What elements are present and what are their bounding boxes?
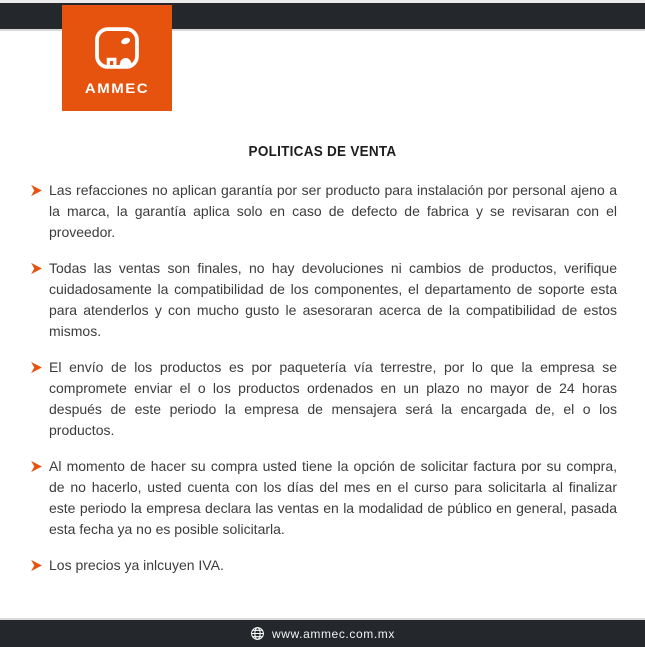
policy-item [30,180,617,243]
policy-item [30,357,617,441]
policy-item [30,258,617,342]
policy-item [30,456,617,540]
footer-bar [0,618,645,647]
arrow-right-icon [30,555,49,572]
brand-name: AMMEC [84,80,150,97]
page-title: POLITICAS DE VENTA [248,143,397,160]
policy-text: Los precios ya inlcuyen IVA. [49,557,224,573]
elephant-icon [89,21,145,75]
brand-logo [62,5,172,111]
policy-text: Al momento de hacer su compra usted tiene la opción de solicitar factura por su compra, de no hacerlo, usted cuenta con los días del mes en el curso para solicitarla al finalizar este periodo la empresa declara las ventas en la modalidad de público en general, pasada esta fecha ya no es posible solicitarla. [49,458,617,537]
policy-text: El envío de los productos es por paquetería vía terrestre, por lo que la empresa se compromete enviar el o los productos ordenados en un plazo no mayor de 24 horas después de este periodo la empresa de mensajera será la encargada de, el o los productos. [49,359,617,438]
policy-text: Las refacciones no aplican garantía por ser producto para instalación por personal ajeno a la marca, la garantía aplica solo en caso de defecto de fabrica y se revisaran con el proveedor. [49,182,617,240]
arrow-right-icon [30,456,49,473]
arrow-right-icon [30,357,49,374]
policy-item [30,555,617,576]
arrow-right-icon [30,180,49,197]
globe-icon [250,626,265,641]
arrow-right-icon [30,258,49,275]
website-link[interactable]: www.ammec.com.mx [272,626,395,641]
policy-text: Todas las ventas son finales, no hay devoluciones ni cambios de productos, verifique cuidadosamente la compatibilidad de los componentes, el departamento de soporte esta para atenderlos y con mucho gusto le asesoraran acerca de la compatibilidad de estos mismos. [49,260,617,339]
policies-list [30,180,617,591]
